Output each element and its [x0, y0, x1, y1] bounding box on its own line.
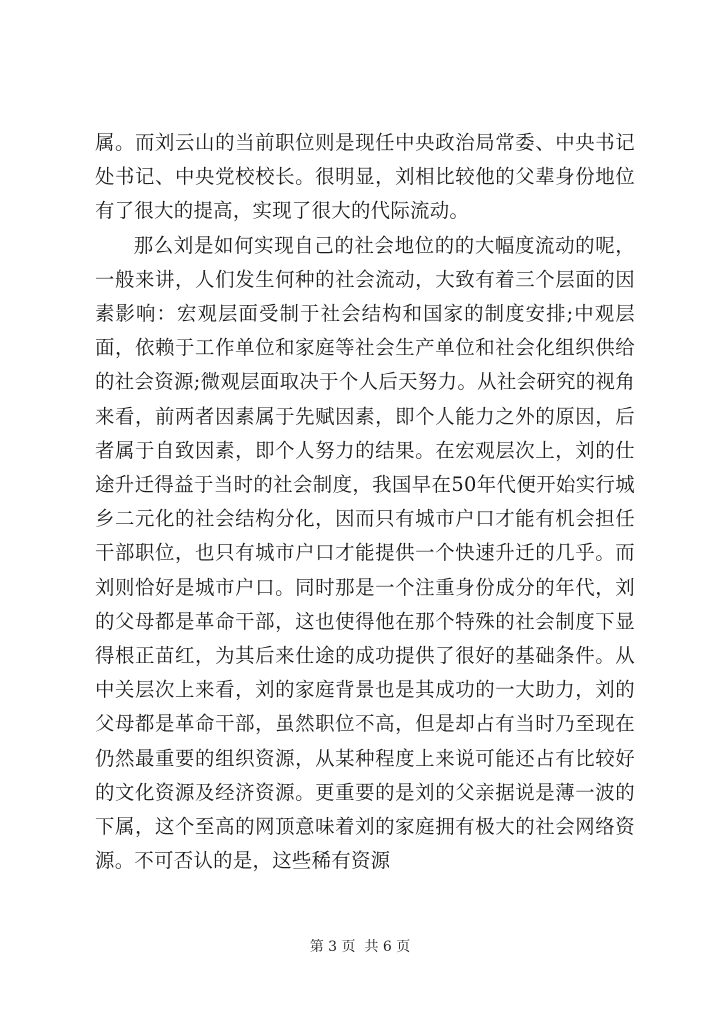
page-footer — [0, 936, 720, 956]
paragraph-1: 属。而刘云山的当前职位则是现任中央政治局常委、中央书记处书记、中央党校校长。很明显，刘相比较他的父辈身份地位有了很大的提高，实现了很大的代际流动。 — [95, 131, 635, 223]
paragraph-2: 那么刘是如何实现自己的社会地位的的大幅度流动的呢，一般来讲，人们发生何种的社会流动，大致有着三个层面的因素影响：宏观层面受制于社会结构和国家的制度安排;中观层面，依赖于工作单位和家庭等社会生产单位和社会化组织供给的社会资源;微观层面取决于个人后天努力。从社会研究的视角来看，前两者因素属于先赋因素，即个人能力之外的原因，后者属于自致因素，即个人努力的结果。在宏观层次上，刘的仕途升迁得益于当时的社会制度，我国早在50年代便开始实行城乡二元化的社会结构分化，因而只有城市户口才能有机会担任干部职位，也只有城市户口才能提供一个快速升迁的几乎。而刘则恰好是城市户口。同时那是一个注重身份成分的年代，刘的父母都是革命干部，这也使得他在那个特殊的社会制度下显得根正苗红，为其后来仕途的成功提供了很好的基础条件。从中关层次上来看，刘的家庭背景也是其成功的一大助力，刘的父母都是革命干部，虽然职位不高，但是却占有当时乃至现在仍然最重要的组织资源，从某种程度上来说可能还占有比较好的文化资源及经济资源。更重要的是刘的父亲据说是薄一波的下属，这个至高的网顶意味着刘的家庭拥有极大的社会网络资源。不可否认的是，这些稀有资源 — [95, 233, 635, 873]
page-number-label: 第 3 页 共 6 页 — [309, 939, 411, 955]
document-body — [95, 126, 635, 878]
